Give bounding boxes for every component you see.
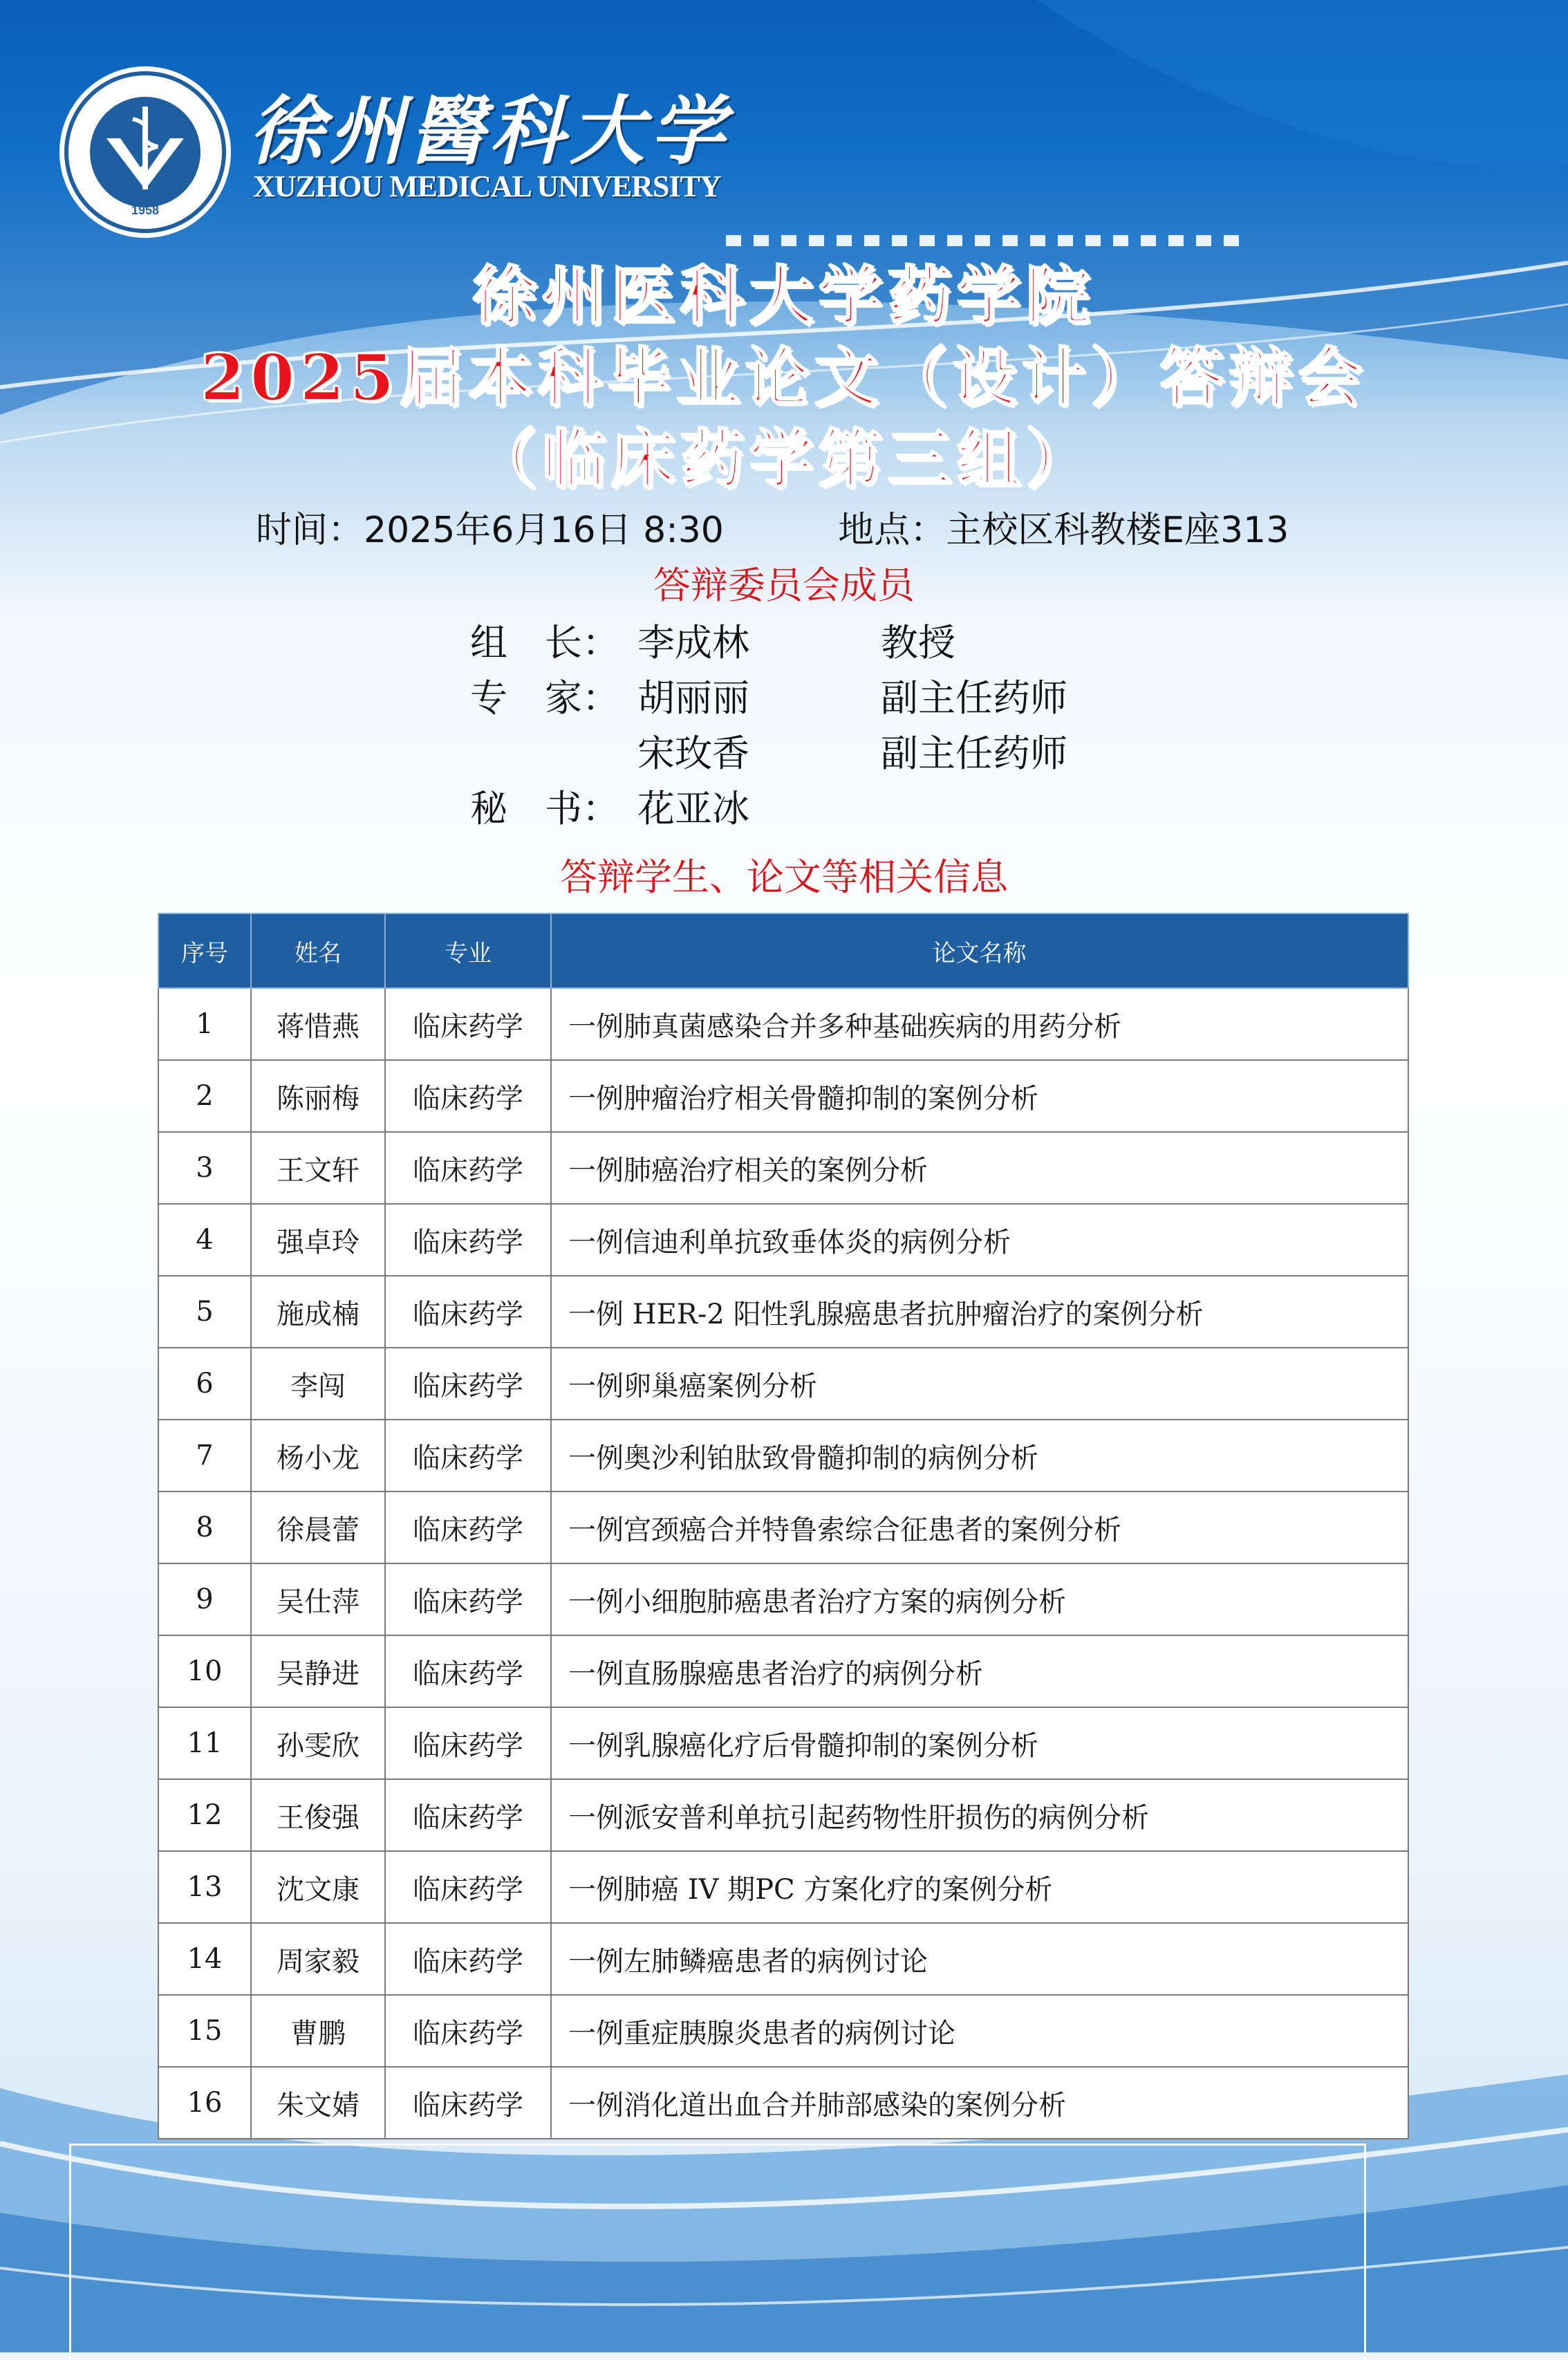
row-number: 5 <box>158 1276 251 1348</box>
student-major: 临床药学 <box>385 1779 551 1851</box>
thesis-title: 一例肿瘤治疗相关骨髓抑制的案例分析 <box>551 1060 1408 1132</box>
row-number: 9 <box>158 1563 251 1635</box>
row-number: 4 <box>158 1204 251 1276</box>
row-number: 1 <box>158 988 251 1060</box>
student-major: 临床药学 <box>385 1635 551 1707</box>
thesis-title: 一例肺癌 IV 期PC 方案化疗的案例分析 <box>551 1851 1408 1923</box>
table-row <box>158 1635 1408 1707</box>
committee-row <box>470 726 1231 781</box>
committee-role: 专 家： <box>470 676 619 720</box>
column-header-thesis: 论文名称 <box>551 913 1408 988</box>
student-name: 杨小龙 <box>251 1420 385 1492</box>
thesis-title: 一例左肺鳞癌患者的病例讨论 <box>551 1923 1408 1995</box>
student-name: 施成楠 <box>251 1276 385 1348</box>
student-name: 王文轩 <box>251 1132 385 1204</box>
title-line-1: 徐州医科大学药学院 <box>472 259 1095 333</box>
table-row <box>158 2067 1408 2139</box>
thesis-title: 一例消化道出血合并肺部感染的案例分析 <box>551 2067 1408 2139</box>
table-row <box>158 1132 1408 1204</box>
thesis-title: 一例小细胞肺癌患者治疗方案的病例分析 <box>551 1563 1408 1635</box>
university-name-cn: 徐州醫科大学 <box>249 88 731 175</box>
row-number: 12 <box>158 1779 251 1851</box>
student-name: 吴仕萍 <box>251 1563 385 1635</box>
event-location: 地点：主校区科教楼E座313 <box>838 510 1289 551</box>
student-name: 徐晨蕾 <box>251 1492 385 1563</box>
title-line-2: 2025届本科毕业论文（设计）答辩会 <box>200 340 1368 415</box>
student-name: 周家毅 <box>251 1923 385 1995</box>
committee-name: 胡丽丽 <box>637 676 749 720</box>
committee-list <box>470 615 1231 837</box>
table-row <box>158 1923 1408 1995</box>
student-major: 临床药学 <box>385 1563 551 1635</box>
thesis-title: 一例肺癌治疗相关的案例分析 <box>551 1132 1408 1204</box>
row-number: 7 <box>158 1420 251 1492</box>
row-number: 6 <box>158 1348 251 1420</box>
table-row <box>158 988 1408 1060</box>
student-major: 临床药学 <box>385 1851 551 1923</box>
table-row <box>158 1276 1408 1348</box>
student-major: 临床药学 <box>385 1492 551 1563</box>
thesis-title: 一例派安普利单抗引起药物性肝损伤的病例分析 <box>551 1779 1408 1851</box>
university-name-en: XUZHOU MEDICAL UNIVERSITY <box>253 169 721 203</box>
decorative-frame <box>69 2144 1366 2360</box>
committee-title: 教授 <box>881 621 955 665</box>
thesis-title: 一例肺真菌感染合并多种基础疾病的用药分析 <box>551 988 1408 1060</box>
event-time: 时间：2025年6月16日 8:30 <box>256 510 724 551</box>
students-table-body <box>158 988 1408 2139</box>
decorative-dots <box>726 235 1239 249</box>
committee-role: 秘 书： <box>470 787 619 830</box>
table-row <box>158 1779 1408 1851</box>
row-number: 3 <box>158 1132 251 1204</box>
students-heading: 答辩学生、论文等相关信息 <box>560 855 1008 899</box>
table-row <box>158 1492 1408 1563</box>
row-number: 16 <box>158 2067 251 2139</box>
student-major: 临床药学 <box>385 2067 551 2139</box>
committee-name: 花亚冰 <box>637 787 749 830</box>
committee-name: 宋玫香 <box>637 732 749 775</box>
student-name: 陈丽梅 <box>251 1060 385 1132</box>
committee-row <box>470 671 1231 726</box>
student-name: 王俊强 <box>251 1779 385 1851</box>
university-logo <box>57 64 234 241</box>
table-row <box>158 1563 1408 1635</box>
student-name: 强卓玲 <box>251 1204 385 1276</box>
thesis-title: 一例重症胰腺炎患者的病例讨论 <box>551 1995 1408 2067</box>
committee-role: 组 长： <box>470 621 619 665</box>
row-number: 15 <box>158 1995 251 2067</box>
student-major: 临床药学 <box>385 1276 551 1348</box>
thesis-title: 一例信迪利单抗致垂体炎的病例分析 <box>551 1204 1408 1276</box>
row-number: 11 <box>158 1707 251 1779</box>
student-major: 临床药学 <box>385 1348 551 1420</box>
table-row <box>158 1420 1408 1492</box>
thesis-title: 一例乳腺癌化疗后骨髓抑制的案例分析 <box>551 1707 1408 1779</box>
row-number: 14 <box>158 1923 251 1995</box>
student-name: 吴静进 <box>251 1635 385 1707</box>
student-name: 朱文婧 <box>251 2067 385 2139</box>
student-name: 孙雯欣 <box>251 1707 385 1779</box>
table-row <box>158 1851 1408 1923</box>
student-major: 临床药学 <box>385 1420 551 1492</box>
table-row <box>158 1204 1408 1276</box>
student-name: 蒋惜燕 <box>251 988 385 1060</box>
student-name: 曹鹏 <box>251 1995 385 2067</box>
title-line-3: （临床药学第三组） <box>472 422 1095 496</box>
thesis-title: 一例奥沙利铂肽致骨髓抑制的病例分析 <box>551 1420 1408 1492</box>
table-row <box>158 1060 1408 1132</box>
row-number: 13 <box>158 1851 251 1923</box>
table-row <box>158 1348 1408 1420</box>
table-row <box>158 1995 1408 2067</box>
students-table <box>158 913 1409 2139</box>
student-major: 临床药学 <box>385 1060 551 1132</box>
student-major: 临床药学 <box>385 1995 551 2067</box>
thesis-title: 一例 HER-2 阳性乳腺癌患者抗肿瘤治疗的案例分析 <box>551 1276 1408 1348</box>
committee-row <box>470 615 1231 671</box>
thesis-title: 一例直肠腺癌患者治疗的病例分析 <box>551 1635 1408 1707</box>
committee-heading: 答辩委员会成员 <box>653 564 915 607</box>
student-major: 临床药学 <box>385 1204 551 1276</box>
row-number: 2 <box>158 1060 251 1132</box>
student-major: 临床药学 <box>385 1132 551 1204</box>
table-row <box>158 1707 1408 1779</box>
student-major: 临床药学 <box>385 1923 551 1995</box>
row-number: 8 <box>158 1492 251 1563</box>
committee-title: 副主任药师 <box>881 732 1067 775</box>
column-header-no: 序号 <box>158 913 251 988</box>
student-major: 临床药学 <box>385 1707 551 1779</box>
student-name: 李闯 <box>251 1348 385 1420</box>
thesis-title: 一例卵巢癌案例分析 <box>551 1348 1408 1420</box>
student-name: 沈文康 <box>251 1851 385 1923</box>
thesis-title: 一例宫颈癌合并特鲁索综合征患者的案例分析 <box>551 1492 1408 1563</box>
table-header-row <box>158 913 1408 988</box>
committee-name: 李成林 <box>637 621 749 665</box>
column-header-name: 姓名 <box>251 913 385 988</box>
svg-text:1958: 1958 <box>131 203 160 217</box>
time-location-line <box>256 506 1362 555</box>
student-major: 临床药学 <box>385 988 551 1060</box>
committee-row <box>470 781 1231 837</box>
row-number: 10 <box>158 1635 251 1707</box>
column-header-major: 专业 <box>385 913 551 988</box>
committee-title: 副主任药师 <box>881 676 1067 720</box>
